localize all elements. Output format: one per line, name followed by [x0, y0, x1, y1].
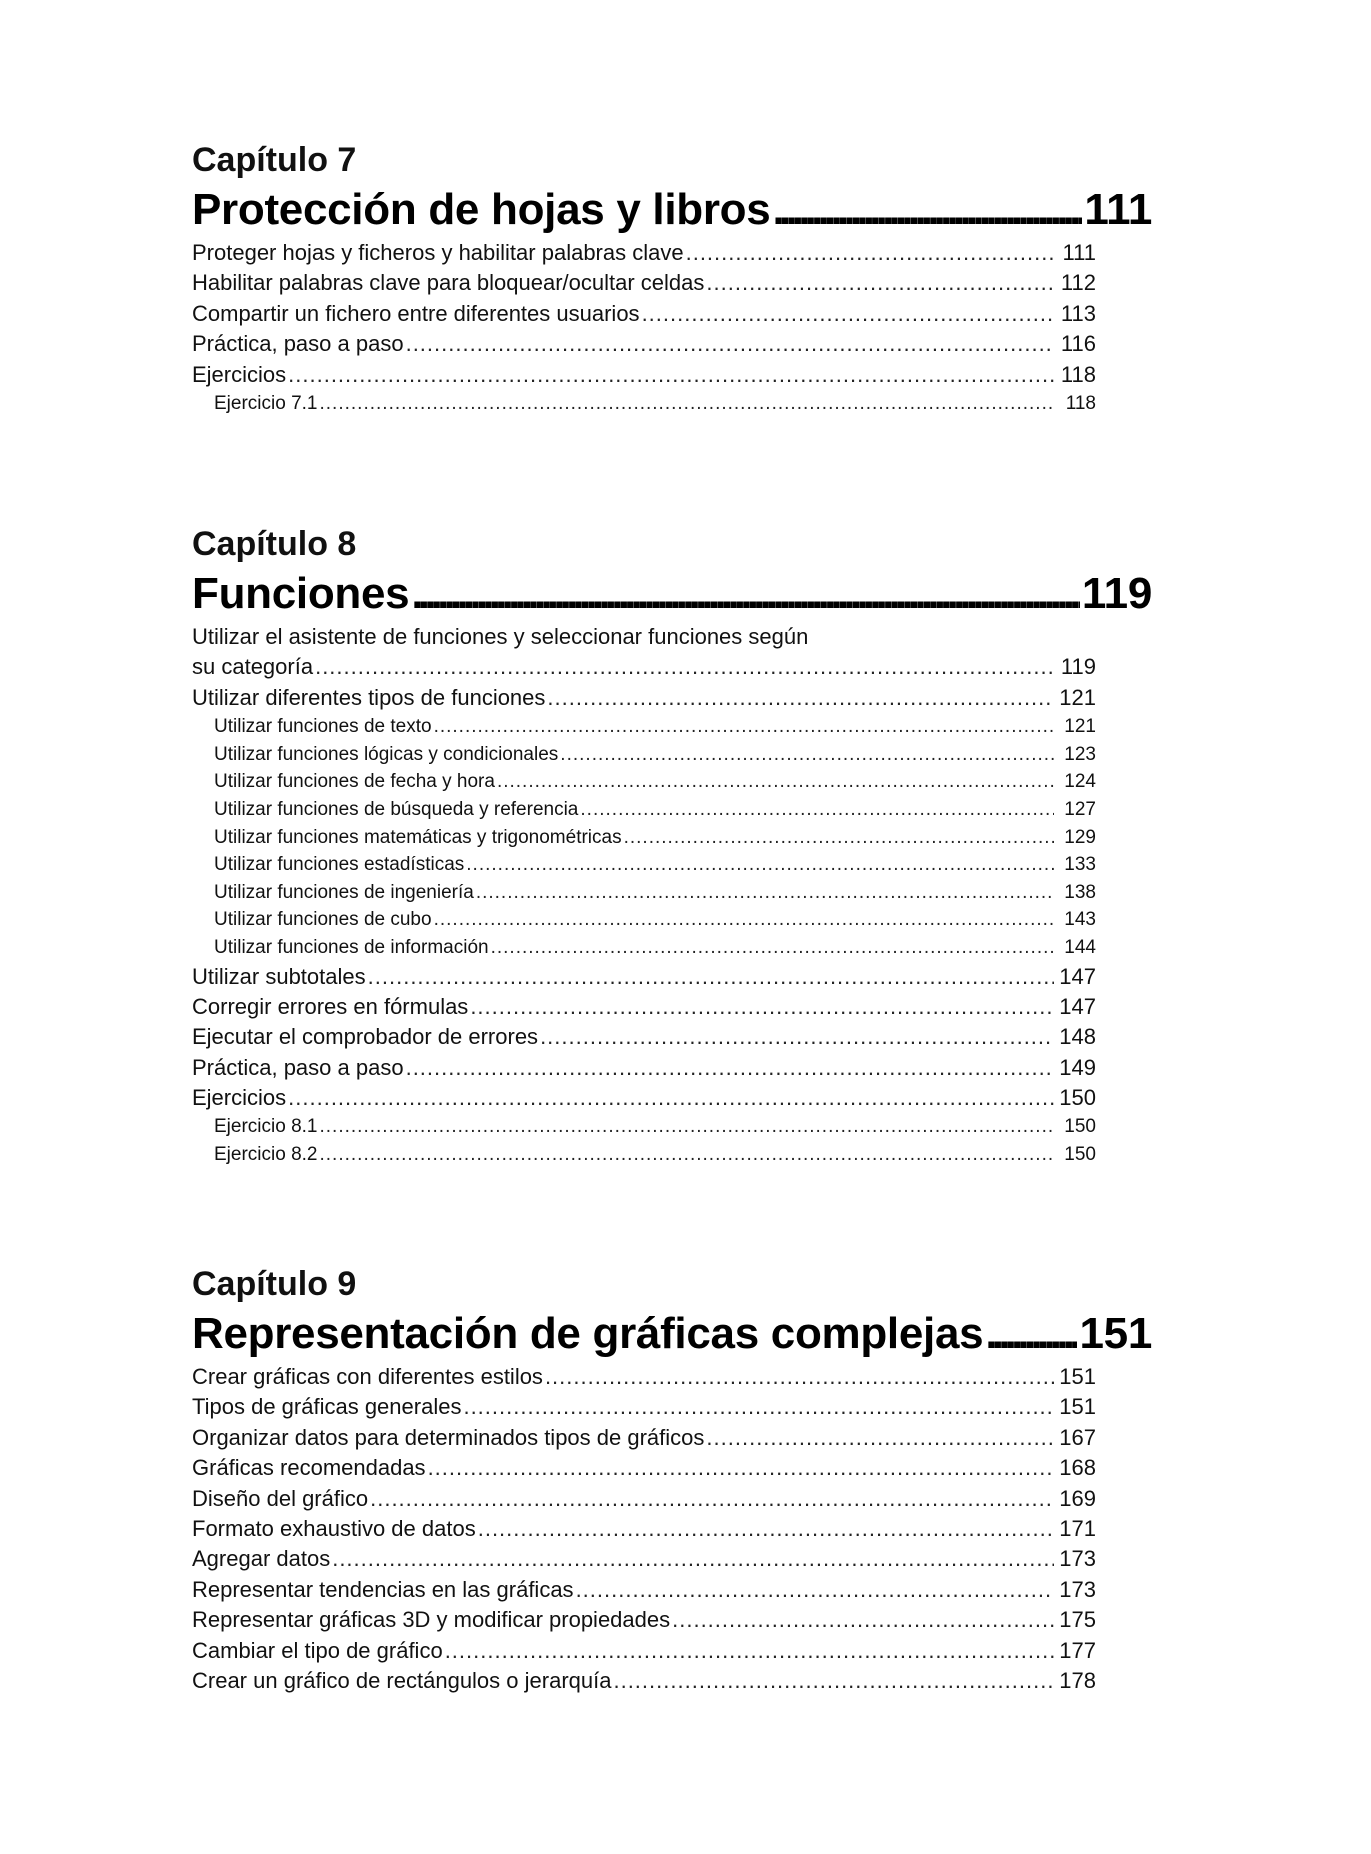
entry-title: Gráficas recomendadas	[192, 1455, 426, 1481]
entry-page-number: 143	[1064, 909, 1096, 931]
dot-leader	[320, 1113, 1055, 1141]
entry-page-number: 147	[1059, 993, 1096, 1019]
entry-page-number: 148	[1059, 1024, 1096, 1050]
toc-entry[interactable]	[192, 268, 1096, 298]
toc-entry[interactable]	[192, 1484, 1096, 1514]
entry-page-number: 121	[1059, 684, 1096, 710]
dot-leader	[406, 1053, 1054, 1083]
toc-entry[interactable]	[192, 329, 1096, 359]
entry-page-number: 168	[1059, 1455, 1096, 1481]
dot-leader	[478, 1514, 1054, 1544]
entry-title: Utilizar funciones de búsqueda y referencia	[214, 798, 579, 820]
toc-entry[interactable]	[192, 1605, 1096, 1635]
entry-page-number: 123	[1064, 743, 1096, 765]
dot-leader	[288, 360, 1054, 390]
entry-title: Utilizar diferentes tipos de funciones	[192, 684, 546, 710]
dot-leader	[560, 741, 1054, 769]
dot-leader	[624, 824, 1054, 852]
chapter-9	[192, 1262, 1152, 1696]
toc-subentry[interactable]	[192, 390, 1096, 418]
entry-title: Representar gráficas 3D y modificar propiedades	[192, 1607, 671, 1633]
chapter-title: Funciones	[192, 569, 410, 618]
dot-leader	[428, 1453, 1054, 1483]
dot-leader	[772, 182, 1082, 238]
toc-entry[interactable]	[192, 360, 1096, 390]
toc-entry[interactable]	[192, 1575, 1096, 1605]
chapter-page-number: 151	[1079, 1309, 1152, 1358]
entry-title: Crear un gráfico de rectángulos o jerarquía	[192, 1667, 612, 1693]
entry-title: Utilizar funciones de cubo	[214, 909, 432, 931]
dot-leader	[540, 1022, 1054, 1052]
entry-title: Utilizar funciones de ingeniería	[214, 881, 474, 903]
entry-title: Ejercicio 7.1	[214, 392, 318, 414]
entry-title: Ejecutar el comprobador de errores	[192, 1024, 539, 1050]
toc-entry[interactable]	[192, 238, 1096, 268]
entry-title: Ejercicio 8.1	[214, 1116, 318, 1138]
entry-page-number: 129	[1064, 826, 1096, 848]
toc-subentry[interactable]	[192, 1141, 1096, 1169]
dot-leader	[368, 962, 1054, 992]
dot-leader	[706, 268, 1054, 298]
entry-title: Proteger hojas y ficheros y habilitar palabras clave	[192, 240, 684, 265]
entry-title: Utilizar funciones de fecha y hora	[214, 771, 495, 793]
toc-list	[192, 1362, 1096, 1696]
entry-page-number: 150	[1064, 1144, 1096, 1166]
dot-leader	[985, 1306, 1077, 1362]
entry-page-number: 150	[1059, 1085, 1096, 1111]
toc-subentry[interactable]	[192, 741, 1096, 769]
entry-page-number: 178	[1059, 1667, 1096, 1693]
dot-leader	[320, 390, 1055, 418]
toc-entry[interactable]	[192, 1666, 1096, 1696]
entry-page-number: 124	[1064, 771, 1096, 793]
chapter-title-row[interactable]	[192, 566, 1152, 622]
toc-subentry[interactable]	[192, 851, 1096, 879]
entry-page-number: 151	[1059, 1364, 1096, 1389]
entry-title: Cambiar el tipo de gráfico	[192, 1637, 443, 1663]
entry-page-number: 149	[1059, 1054, 1096, 1080]
entry-page-number: 173	[1059, 1576, 1096, 1602]
chapter-title-row[interactable]	[192, 182, 1152, 238]
dot-leader	[320, 1141, 1055, 1169]
entry-page-number: 177	[1059, 1637, 1096, 1663]
chapter-label: Capítulo 8	[192, 525, 357, 563]
dot-leader	[545, 1362, 1054, 1392]
entry-page-number: 118	[1060, 361, 1096, 387]
dot-leader	[434, 713, 1054, 741]
entry-title: Diseño del gráfico	[192, 1485, 369, 1511]
entry-page-number: 151	[1059, 1394, 1096, 1420]
entry-title: Tipos de gráficas generales	[192, 1394, 462, 1420]
entry-title: Utilizar funciones matemáticas y trigonométricas	[214, 826, 622, 848]
chapter-7	[192, 138, 1152, 418]
entry-title: Habilitar palabras clave para bloquear/ocultar celdas	[192, 270, 705, 296]
toc-entry[interactable]	[192, 992, 1096, 1022]
toc-entry[interactable]	[192, 1544, 1096, 1574]
entry-title: Utilizar funciones lógicas y condicionales	[214, 743, 559, 765]
dot-leader	[576, 1575, 1054, 1605]
toc-entry[interactable]	[192, 1453, 1096, 1483]
entry-title: Agregar datos	[192, 1546, 331, 1572]
toc-subentry[interactable]	[192, 1113, 1096, 1141]
dot-leader	[370, 1484, 1054, 1514]
chapter-title: Representación de gráficas complejas	[192, 1309, 984, 1358]
toc-entry[interactable]	[192, 1392, 1096, 1422]
entry-title: Utilizar el asistente de funciones y seleccionar funciones según	[192, 624, 809, 649]
chapter-title: Protección de hojas y libros	[192, 185, 771, 234]
toc-subentry[interactable]	[192, 879, 1096, 907]
entry-page-number: 171	[1059, 1515, 1096, 1541]
toc-entry[interactable]	[192, 962, 1096, 992]
entry-title: Representar tendencias en las gráficas	[192, 1576, 574, 1602]
toc-subentry[interactable]	[192, 906, 1096, 934]
entry-page-number: 111	[1062, 240, 1096, 265]
entry-title: Organizar datos para determinados tipos de gráficos	[192, 1424, 705, 1450]
toc-entry[interactable]	[192, 1083, 1096, 1113]
entry-title: Ejercicios	[192, 361, 287, 387]
entry-title: Compartir un fichero entre diferentes usuarios	[192, 300, 640, 326]
dot-leader	[580, 796, 1054, 824]
dot-leader	[706, 1423, 1054, 1453]
entry-title: Utilizar funciones estadísticas	[214, 854, 465, 876]
entry-page-number: 138	[1064, 881, 1096, 903]
dot-leader	[672, 1605, 1054, 1635]
chapter-label: Capítulo 7	[192, 141, 357, 179]
entry-page-number: 167	[1059, 1424, 1096, 1450]
toc-entry[interactable]	[192, 622, 1096, 683]
entry-title: Práctica, paso a paso	[192, 331, 404, 357]
entry-page-number: 119	[1060, 654, 1096, 680]
chapter-page-number: 111	[1084, 185, 1152, 234]
entry-page-number: 127	[1064, 798, 1096, 820]
dot-leader	[434, 906, 1054, 934]
chapter-8	[192, 522, 1152, 1169]
dot-leader	[642, 299, 1054, 329]
entry-page-number: 118	[1065, 392, 1096, 414]
toc-entry[interactable]	[192, 299, 1096, 329]
toc-subentry[interactable]	[192, 768, 1096, 796]
entry-title: Utilizar subtotales	[192, 963, 366, 989]
entry-title: Práctica, paso a paso	[192, 1054, 404, 1080]
entry-page-number: 113	[1060, 300, 1096, 326]
dot-leader	[686, 238, 1054, 268]
toc-subentry[interactable]	[192, 713, 1096, 741]
toc-entry[interactable]	[192, 1636, 1096, 1666]
entry-page-number: 175	[1059, 1607, 1096, 1633]
chapter-label: Capítulo 9	[192, 1265, 357, 1303]
dot-leader	[547, 683, 1054, 713]
entry-page-number: 173	[1059, 1546, 1096, 1572]
dot-leader	[470, 992, 1054, 1022]
entry-page-number: 147	[1059, 963, 1096, 989]
entry-title: Formato exhaustivo de datos	[192, 1515, 476, 1541]
toc-entry[interactable]	[192, 683, 1096, 713]
entry-title: Corregir errores en fórmulas	[192, 993, 469, 1019]
entry-page-number: 116	[1060, 331, 1096, 357]
toc-subentry[interactable]	[192, 796, 1096, 824]
entry-page-number: 133	[1064, 854, 1096, 876]
toc-entry[interactable]	[192, 1053, 1096, 1083]
entry-title: Utilizar funciones de texto	[214, 716, 432, 738]
toc-list	[192, 622, 1096, 1169]
dot-leader	[288, 1083, 1054, 1113]
entry-page-number: 169	[1059, 1485, 1096, 1511]
toc-entry[interactable]	[192, 1362, 1096, 1392]
toc-list	[192, 238, 1096, 418]
entry-title: Ejercicio 8.2	[214, 1144, 318, 1166]
entry-page-number: 121	[1064, 716, 1096, 738]
chapter-title-row[interactable]	[192, 1306, 1152, 1362]
dot-leader	[466, 851, 1054, 879]
entry-title: Crear gráficas con diferentes estilos	[192, 1364, 543, 1389]
dot-leader	[463, 1392, 1054, 1422]
toc-entry[interactable]	[192, 1022, 1096, 1052]
toc-entry[interactable]	[192, 1514, 1096, 1544]
entry-title: Ejercicios	[192, 1085, 287, 1111]
toc-subentry[interactable]	[192, 824, 1096, 852]
dot-leader	[411, 566, 1080, 622]
entry-page-number: 144	[1064, 936, 1096, 958]
entry-page-number: 150	[1064, 1116, 1096, 1138]
toc-entry[interactable]	[192, 1423, 1096, 1453]
toc-subentry[interactable]	[192, 934, 1096, 962]
dot-leader	[613, 1666, 1054, 1696]
chapter-page-number: 119	[1081, 569, 1152, 618]
dot-leader	[497, 768, 1054, 796]
dot-leader	[406, 329, 1054, 359]
dot-leader	[445, 1636, 1054, 1666]
entry-title-continued: su categoría	[192, 654, 314, 680]
dot-leader	[332, 1544, 1054, 1574]
dot-leader	[491, 934, 1054, 962]
entry-title: Utilizar funciones de información	[214, 936, 489, 958]
entry-page-number: 112	[1060, 270, 1096, 296]
dot-leader	[315, 652, 1054, 682]
dot-leader	[476, 879, 1054, 907]
